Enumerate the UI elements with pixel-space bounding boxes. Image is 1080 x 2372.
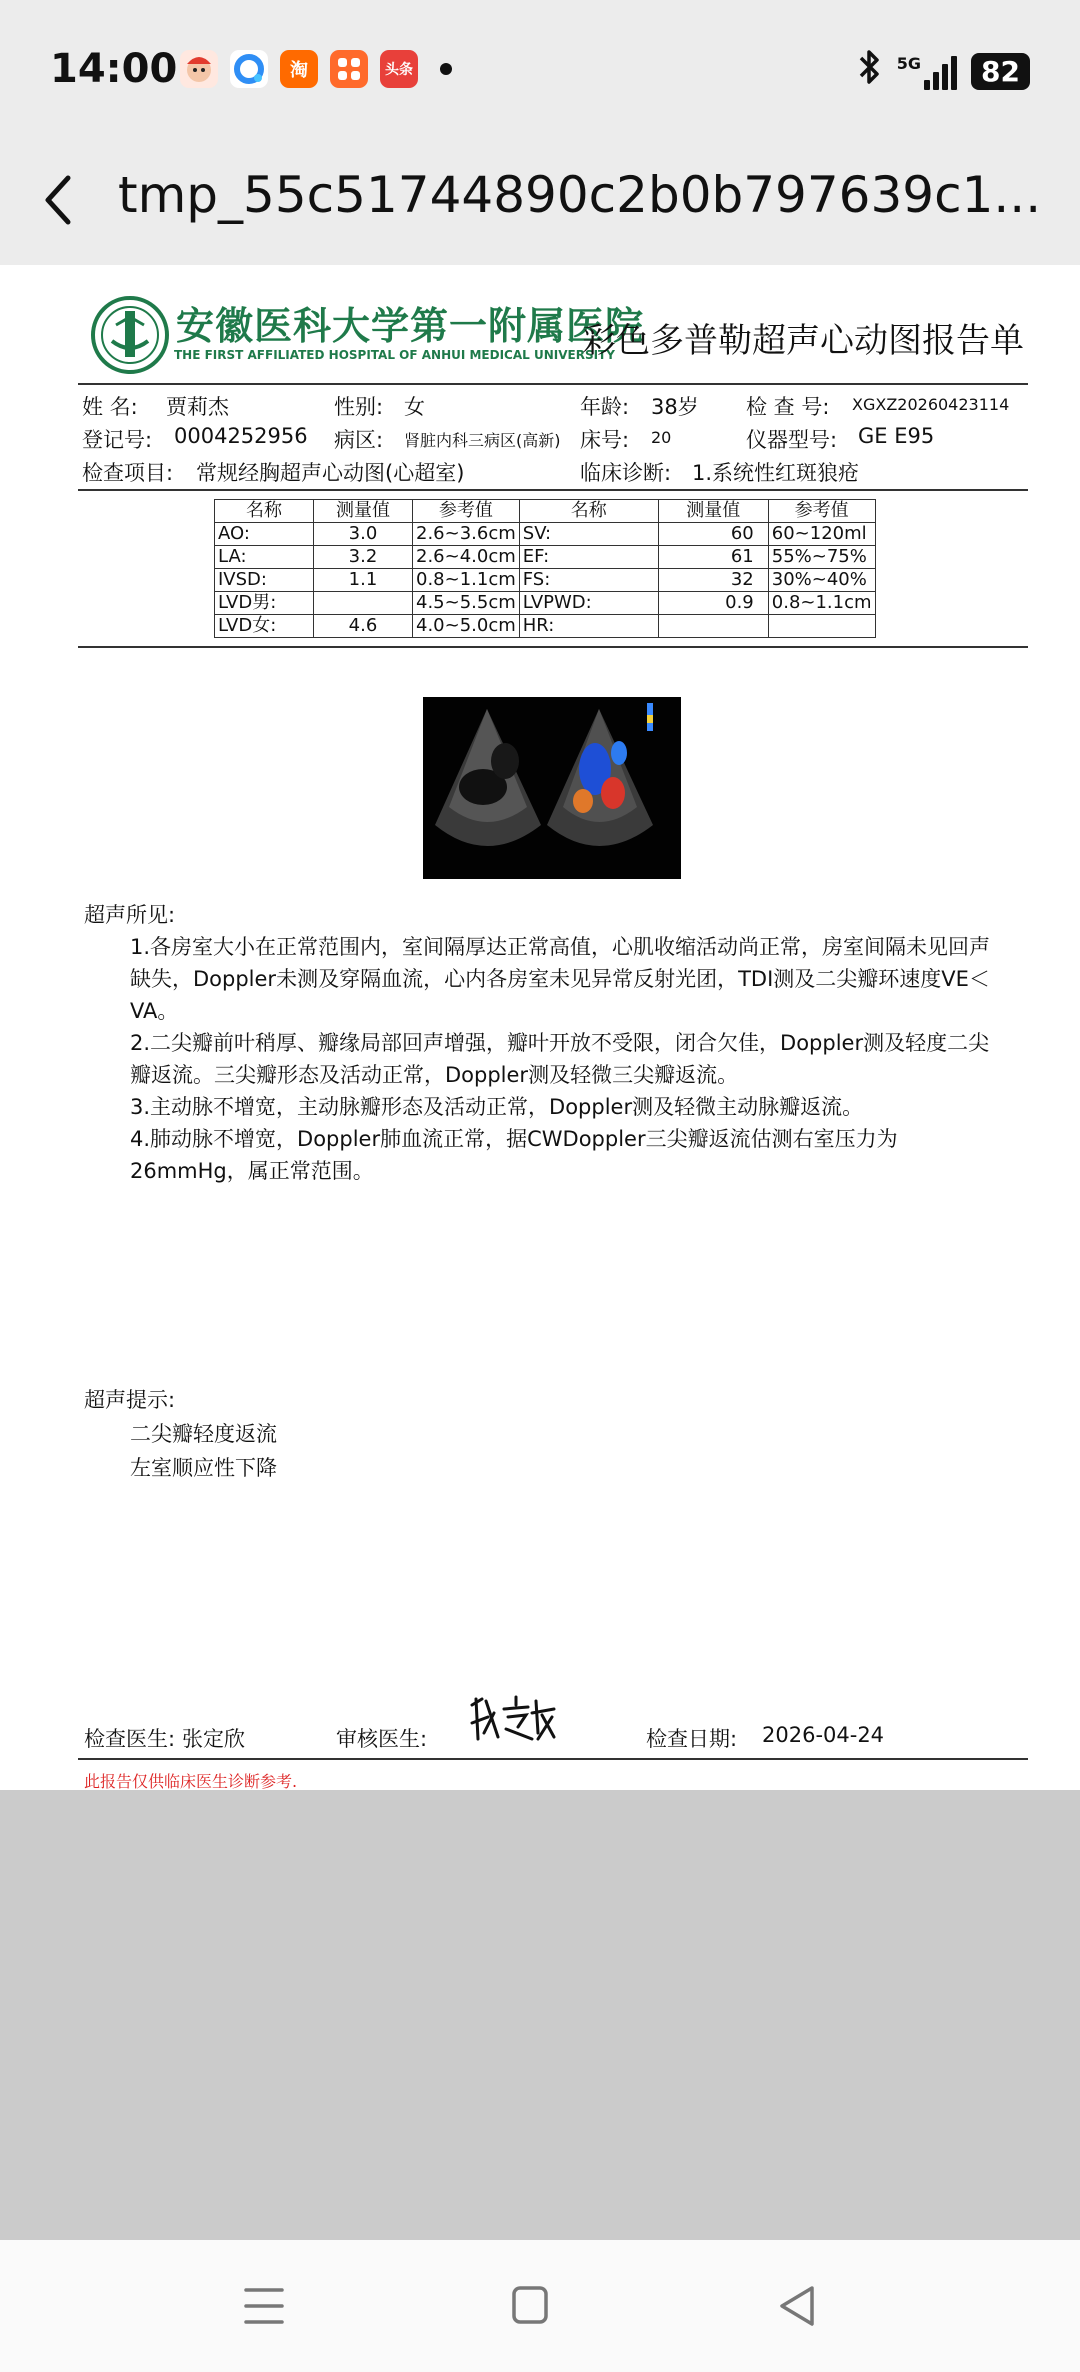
table-cell	[658, 615, 768, 638]
findings-section	[84, 899, 1004, 1187]
hospital-name-cn: 安徽医科大学第一附属医院	[176, 303, 645, 348]
patient-name: 贾莉杰	[166, 395, 229, 419]
ward-label: 病区:	[334, 428, 384, 452]
date-label: 检查日期:	[646, 1727, 738, 1751]
battery-level: 82	[981, 55, 1020, 88]
name-label: 姓 名:	[82, 395, 138, 419]
bed: 20	[651, 428, 672, 447]
document-page[interactable]	[0, 265, 1080, 1790]
table-header: 测量值	[314, 500, 413, 523]
reviewer-signature	[468, 1693, 558, 1752]
title-bar	[0, 140, 1080, 265]
echocardiogram-image	[423, 697, 681, 879]
finding-item: 2.二尖瓣前叶稍厚、瓣缘局部回声增强，瓣叶开放不受限，闭合欠佳，Doppler测及轻度二尖瓣返流。三尖瓣形态及活动正常，Doppler测及轻微三尖瓣返流。	[130, 1031, 990, 1087]
age-label: 年龄:	[580, 395, 630, 419]
table-cell: SV:	[519, 523, 658, 546]
exam-no: XGXZ20260423114	[852, 395, 1010, 414]
toutiao-icon	[380, 50, 418, 88]
exam-item: 常规经胸超声心动图(心超室)	[196, 461, 465, 485]
menu-button[interactable]	[236, 2278, 292, 2334]
sex-label: 性别:	[334, 395, 384, 419]
table-cell: 1.1	[314, 569, 413, 592]
findings-title: 超声所见:	[84, 903, 176, 927]
clock: 14:00	[50, 46, 178, 92]
patient-sex: 女	[404, 395, 425, 419]
examiner-name: 张定欣	[182, 1727, 245, 1751]
table-cell	[768, 615, 875, 638]
finding-item: 4.肺动脉不增宽，Doppler肺血流正常，据CWDoppler三尖瓣返流估测右室压力为26mmHg，属正常范围。	[130, 1127, 898, 1183]
table-header: 名称	[215, 500, 314, 523]
table-cell: 55%~75%	[768, 546, 875, 569]
divider	[78, 489, 1028, 491]
reviewer-label: 审核医生:	[336, 1727, 428, 1751]
hospital-logo	[90, 295, 170, 375]
item-label: 检查项目:	[82, 461, 174, 485]
app-icon-orange-grid	[330, 50, 368, 88]
table-header-row	[215, 500, 876, 523]
divider	[78, 646, 1028, 648]
toutiao-icon-text: 头条	[385, 62, 413, 78]
table-cell: LVD女:	[215, 615, 314, 638]
report-title: 彩色多普勒超声心动图报告单	[582, 321, 1024, 361]
impression-item: 左室顺应性下降	[130, 1456, 277, 1480]
table-cell: 4.0~5.0cm	[413, 615, 520, 638]
table-cell: FS:	[519, 569, 658, 592]
impression-section	[84, 1383, 277, 1485]
device-label: 仪器型号:	[746, 428, 838, 452]
battery-icon	[971, 53, 1030, 90]
table-cell: LVPWD:	[519, 592, 658, 615]
impression-item: 二尖瓣轻度返流	[130, 1422, 277, 1446]
patient-age: 38岁	[651, 395, 699, 419]
table-row	[215, 592, 876, 615]
device: GE E95	[858, 424, 935, 448]
table-cell: 61	[658, 546, 768, 569]
finding-item: 3.主动脉不增宽，主动脉瓣形态及活动正常，Doppler测及轻微主动脉瓣返流。	[130, 1095, 864, 1119]
table-cell: 2.6~3.6cm	[413, 523, 520, 546]
table-cell: 60	[658, 523, 768, 546]
table-cell: AO:	[215, 523, 314, 546]
table-cell: HR:	[519, 615, 658, 638]
file-title: tmp_55c51744890c2b0b797639c1...	[118, 166, 1042, 224]
finding-item: 1.各房室大小在正常范围内，室间隔厚达正常高值，心肌收缩活动尚正常，房室间隔未见回声缺失，Doppler未测及穿隔血流，心内各房室未见异常反射光团，TDI测及二尖瓣环速度VE＜VA。	[130, 935, 991, 1023]
disclaimer-note: 此报告仅供临床医生诊断参考.	[84, 1772, 298, 1791]
status-bar	[0, 0, 1080, 140]
table-cell: 60~120ml	[768, 523, 875, 546]
table-cell: 4.5~5.5cm	[413, 592, 520, 615]
measurement-table	[214, 499, 876, 638]
table-cell: 0.8~1.1cm	[413, 569, 520, 592]
table-cell: 32	[658, 569, 768, 592]
home-button[interactable]	[502, 2278, 558, 2334]
taobao-icon	[280, 50, 318, 88]
taobao-icon-text: 淘	[290, 60, 308, 81]
back-nav-button[interactable]	[770, 2278, 826, 2334]
table-cell: 2.6~4.0cm	[413, 546, 520, 569]
notification-icons	[180, 50, 452, 88]
table-header: 参考值	[413, 500, 520, 523]
table-cell: 0.9	[658, 592, 768, 615]
exam-no-label: 检 查 号:	[746, 395, 830, 419]
exam-date: 2026-04-24	[762, 1723, 885, 1747]
table-cell: LA:	[215, 546, 314, 569]
table-cell: 3.0	[314, 523, 413, 546]
table-cell: 0.8~1.1cm	[768, 592, 875, 615]
table-cell: 3.2	[314, 546, 413, 569]
table-row	[215, 569, 876, 592]
bed-label: 床号:	[580, 428, 630, 452]
table-row	[215, 615, 876, 638]
diag-label: 临床诊断:	[580, 461, 672, 485]
network-type: 5G	[896, 53, 922, 73]
table-cell: IVSD:	[215, 569, 314, 592]
table-row	[215, 546, 876, 569]
examiner-label: 检查医生:	[84, 1727, 176, 1751]
table-cell: 30%~40%	[768, 569, 875, 592]
reg-label: 登记号:	[82, 428, 153, 452]
app-icon-blue-circle	[230, 50, 268, 88]
hospital-name-en: THE FIRST AFFILIATED HOSPITAL OF ANHUI MEDICAL UNIVERSITY	[174, 348, 615, 362]
table-header: 名称	[519, 500, 658, 523]
more-notifications-dot	[440, 63, 452, 75]
reg-no: 0004252956	[174, 424, 308, 448]
signal-icon	[897, 54, 957, 90]
app-icon-red-character	[180, 50, 218, 88]
bluetooth-icon	[857, 48, 883, 95]
table-cell: 4.6	[314, 615, 413, 638]
divider	[78, 1758, 1028, 1760]
impression-title: 超声提示:	[84, 1388, 176, 1412]
table-row	[215, 523, 876, 546]
navigation-bar	[0, 2240, 1080, 2372]
table-cell: LVD男:	[215, 592, 314, 615]
ward: 肾脏内科三病区(高新)	[404, 431, 561, 450]
patient-info	[78, 385, 1028, 489]
table-header: 参考值	[768, 500, 875, 523]
table-cell	[314, 592, 413, 615]
table-cell: EF:	[519, 546, 658, 569]
report-header	[78, 295, 1028, 383]
table-header: 测量值	[658, 500, 768, 523]
back-button[interactable]	[36, 158, 86, 238]
clinical-diagnosis: 1.系统性红斑狼疮	[692, 461, 860, 485]
